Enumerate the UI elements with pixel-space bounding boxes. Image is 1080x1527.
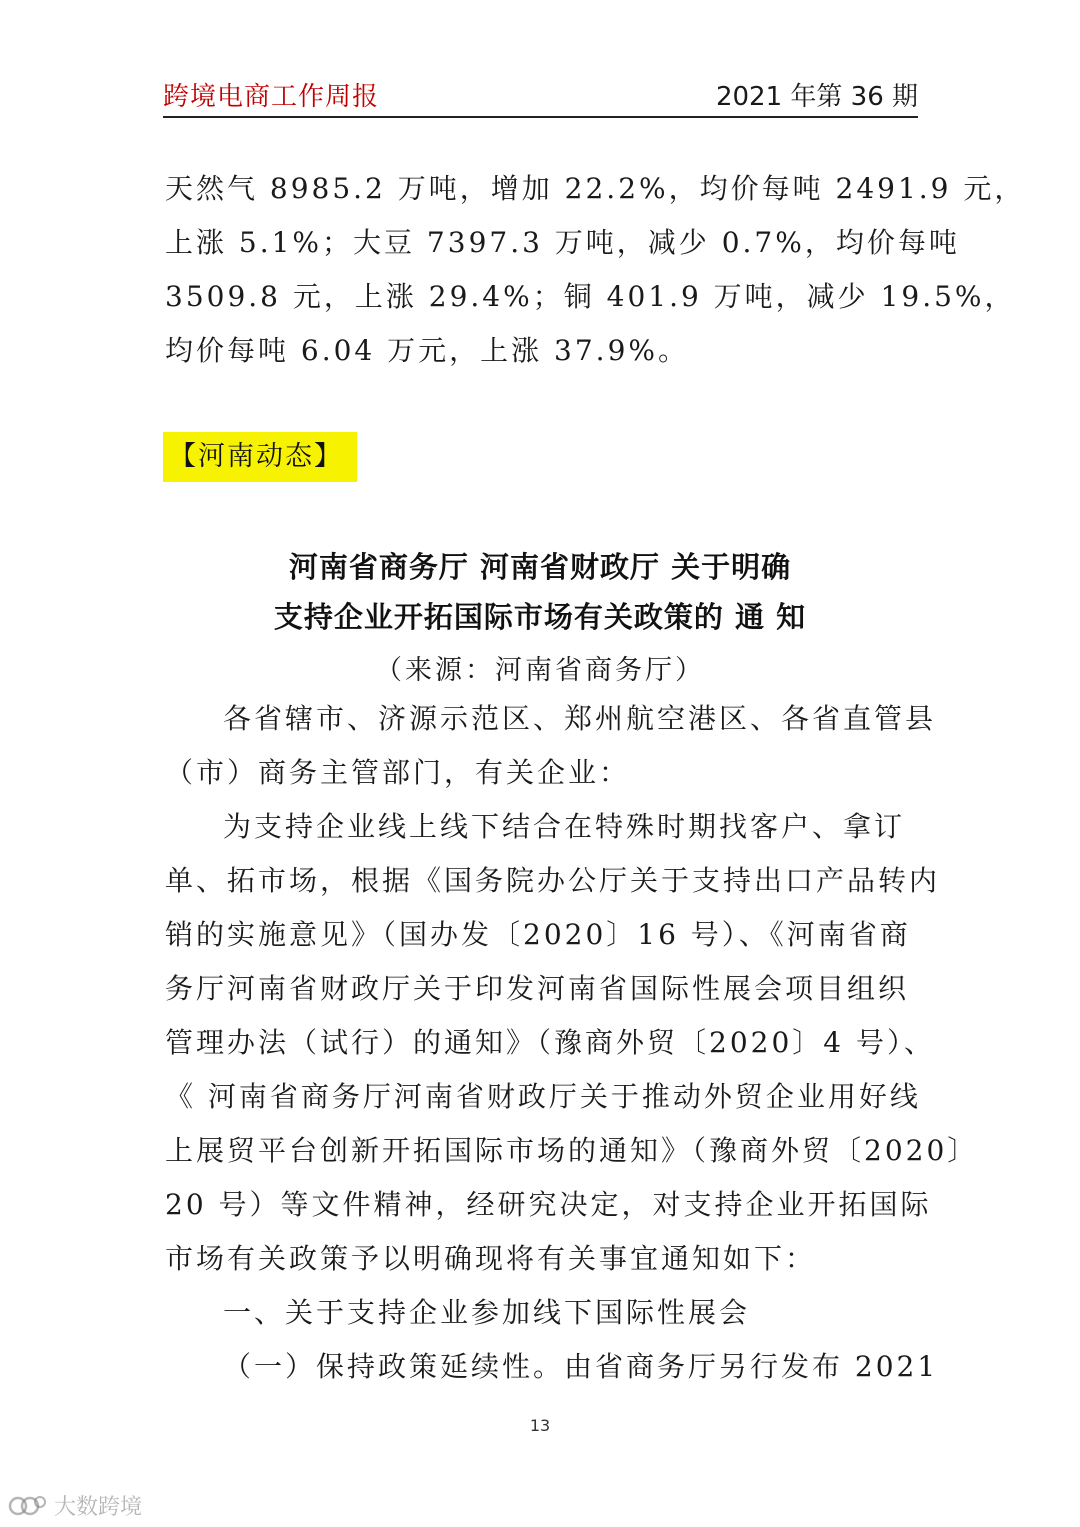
watermark-logo-icon xyxy=(8,1493,48,1519)
issue-number: 2021 年第 36 期 xyxy=(715,82,918,112)
body-line-13: （一）保持政策延续性。由省商务厅另行发布 2021 xyxy=(223,1350,939,1383)
watermark xyxy=(8,1490,142,1521)
article-body xyxy=(165,692,979,1394)
intro-paragraph xyxy=(165,162,1026,378)
page-header xyxy=(163,72,918,118)
intro-line-4: 均价每吨 6.04 万元，上涨 37.9%。 xyxy=(165,334,689,367)
body-line-5: 销的实施意见》（国办发〔2020〕16 号）、《河南省商 xyxy=(165,918,911,951)
body-line-6: 务厅河南省财政厅关于印发河南省国际性展会项目组织 xyxy=(165,972,910,1005)
report-title: 跨境电商工作周报 xyxy=(163,82,380,112)
intro-line-1: 天然气 8985.2 万吨，增加 22.2%，均价每吨 2491.9 元， xyxy=(165,172,1026,205)
body-line-4: 单、拓市场，根据《国务院办公厅关于支持出口产品转内 xyxy=(165,864,941,897)
body-line-3: 为支持企业线上线下结合在特殊时期找客户、拿订 xyxy=(223,810,906,843)
body-line-12: 一、关于支持企业参加线下国际性展会 xyxy=(223,1296,751,1329)
page-number: 13 xyxy=(529,1416,551,1435)
body-line-2: （市）商务主管部门，有关企业： xyxy=(165,756,631,789)
body-line-7: 管理办法（试行）的通知》（豫商外贸〔2020〕4 号）、 xyxy=(165,1026,935,1059)
article-title-line-1: 河南省商务厅 河南省财政厅 关于明确 xyxy=(288,550,792,584)
article-source: （来源：河南省商务厅） xyxy=(375,655,705,686)
body-line-10: 20 号）等文件精神，经研究决定，对支持企业开拓国际 xyxy=(165,1188,932,1221)
body-line-1: 各省辖市、济源示范区、郑州航空港区、各省直管县 xyxy=(223,702,937,735)
article-title-line-2: 支持企业开拓国际市场有关政策的 通 知 xyxy=(273,600,807,634)
section-tag-henan-news: 【河南动态】 xyxy=(163,432,357,482)
intro-line-3: 3509.8 元，上涨 29.4%；铜 401.9 万吨，减少 19.5%， xyxy=(165,280,1016,313)
body-line-11: 市场有关政策予以明确现将有关事宜通知如下： xyxy=(165,1242,817,1275)
body-line-9: 上展贸平台创新开拓国际市场的通知》（豫商外贸〔2020〕 xyxy=(165,1134,979,1167)
watermark-text: 大数跨境 xyxy=(54,1495,143,1520)
intro-line-2: 上涨 5.1%；大豆 7397.3 万吨，减少 0.7%，均价每吨 xyxy=(165,226,960,259)
body-line-8: 《 河南省商务厅河南省财政厅关于推动外贸企业用好线 xyxy=(165,1080,921,1113)
